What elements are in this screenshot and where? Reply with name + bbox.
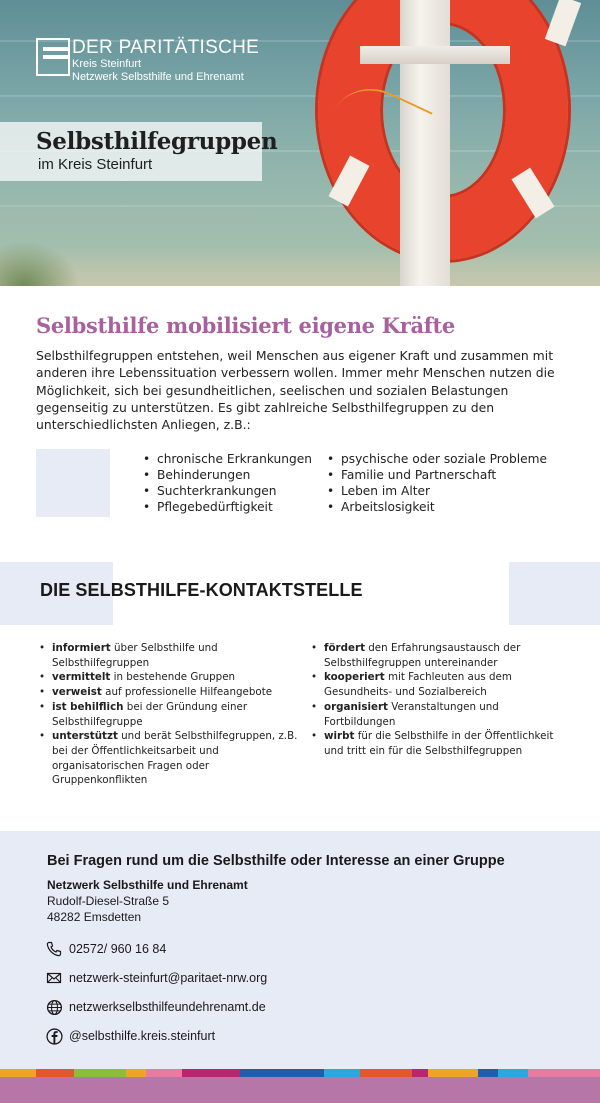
paritaetische-logo bbox=[36, 38, 259, 84]
list-item: • Suchterkrankungen bbox=[143, 483, 312, 499]
facebook-icon bbox=[45, 1027, 63, 1045]
strip-segment bbox=[108, 1069, 126, 1077]
contact-phone[interactable] bbox=[45, 940, 166, 958]
topic-list-right bbox=[327, 451, 547, 515]
logo-mark-icon bbox=[36, 38, 70, 76]
strip-segment bbox=[280, 1069, 324, 1077]
contact-website[interactable] bbox=[45, 998, 266, 1016]
strip-segment bbox=[74, 1069, 108, 1077]
contact-email[interactable] bbox=[45, 969, 267, 987]
strip-segment bbox=[324, 1069, 360, 1077]
strip-segment bbox=[182, 1069, 206, 1077]
globe-icon bbox=[45, 998, 63, 1016]
logo-sub-network: Netzwerk Selbsthilfe und Ehrenamt bbox=[72, 71, 244, 83]
page-title: Selbsthilfegruppen bbox=[36, 128, 278, 155]
contact-street: Rudolf-Diesel-Straße 5 bbox=[47, 894, 170, 908]
email-address: netzwerk-steinfurt@paritaet-nrw.org bbox=[69, 971, 268, 985]
contact-city: 48282 Emsdetten bbox=[47, 910, 142, 924]
contact-organisation: Netzwerk Selbsthilfe und Ehrenamt bbox=[47, 878, 248, 892]
strip-segment bbox=[126, 1069, 146, 1077]
strip-segment bbox=[478, 1069, 498, 1077]
phone-number: 02572/ 960 16 84 bbox=[69, 942, 167, 956]
list-item: • Familie und Partnerschaft bbox=[327, 467, 547, 483]
website-url: netzwerkselbsthilfeundehrenamt.de bbox=[69, 1000, 266, 1014]
services-list-left bbox=[38, 641, 300, 788]
contact-facebook[interactable] bbox=[45, 1027, 215, 1045]
list-item: • Leben im Alter bbox=[327, 483, 547, 499]
strip-segment bbox=[412, 1069, 428, 1077]
hero-title-box bbox=[0, 122, 278, 181]
list-item: • informiert über Selbsthilfe und Selbsthilfegruppen bbox=[38, 641, 300, 670]
strip-segment bbox=[36, 1069, 74, 1077]
list-item: • fördert den Erfahrungsaustausch der Selbsthilfegruppen untereinander bbox=[310, 641, 572, 670]
intro-heading: Selbsthilfe mobilisiert eigene Kräfte bbox=[36, 313, 455, 338]
intro-paragraph: Selbsthilfegruppen entstehen, weil Menschen aus eigener Kraft und zusammen mit anderen ihre Lebenssituation verbessern wollen. Immer mehr Menschen nutzen die Möglichkeit, sich bei gesundheitlichen, seelischen und sozialen Belastungen gegenseitig zu unterstützen. Es gibt zahlreiche Selbsthilfegruppen zu den unterschiedlichsten Anliegen, z.B.: bbox=[36, 348, 555, 433]
list-item: • Behinderungen bbox=[143, 467, 312, 483]
list-item: • kooperiert mit Fachleuten aus dem Gesundheits- und Sozialbereich bbox=[310, 670, 572, 699]
contact-heading: Bei Fragen rund um die Selbsthilfe oder Interesse an einer Gruppe bbox=[47, 853, 505, 869]
page-subtitle: im Kreis Steinfurt bbox=[38, 156, 153, 173]
strip-segment bbox=[528, 1069, 600, 1077]
list-item: • vermittelt in bestehende Gruppen bbox=[38, 670, 300, 685]
list-item: • Arbeitslosigkeit bbox=[327, 499, 547, 515]
strip-segment bbox=[360, 1069, 412, 1077]
services-list-right bbox=[310, 641, 572, 759]
topic-list-left bbox=[143, 451, 312, 515]
kontaktstelle-heading: DIE SELBSTHILFE-KONTAKTSTELLE bbox=[40, 580, 363, 600]
hero-image bbox=[0, 0, 600, 286]
phone-icon bbox=[45, 940, 63, 958]
strip-segment bbox=[0, 1069, 36, 1077]
list-item: • organisiert Veranstaltungen und Fortbildungen bbox=[310, 700, 572, 729]
strip-segment bbox=[240, 1069, 280, 1077]
color-strip bbox=[0, 1069, 600, 1077]
bottom-band bbox=[0, 1077, 600, 1103]
list-item: • chronische Erkrankungen bbox=[143, 451, 312, 467]
strip-segment bbox=[146, 1069, 182, 1077]
list-item: • Pflegebedürftigkeit bbox=[143, 499, 312, 515]
strip-segment bbox=[498, 1069, 528, 1077]
strip-segment bbox=[428, 1069, 478, 1077]
mail-icon bbox=[45, 969, 63, 987]
strip-segment bbox=[206, 1069, 240, 1077]
list-item: • psychische oder soziale Probleme bbox=[327, 451, 547, 467]
logo-name: DER PARITÄTISCHE bbox=[72, 37, 260, 58]
list-item: • unterstützt und berät Selbsthilfegruppen, z.B. bei der Öffentlichkeitsarbeit und organisatorischen Fragen oder Gruppenkonflikten bbox=[38, 729, 300, 788]
image-placeholder bbox=[36, 449, 110, 517]
list-item: • wirbt für die Selbsthilfe in der Öffentlichkeit und tritt ein für die Selbsthilfegruppen bbox=[310, 729, 572, 758]
list-item: • verweist auf professionelle Hilfeangebote bbox=[38, 685, 300, 700]
logo-sub-region: Kreis Steinfurt bbox=[72, 58, 142, 70]
list-item: • ist behilflich bei der Gründung einer Selbsthilfegruppe bbox=[38, 700, 300, 729]
facebook-handle: @selbsthilfe.kreis.steinfurt bbox=[69, 1029, 216, 1043]
